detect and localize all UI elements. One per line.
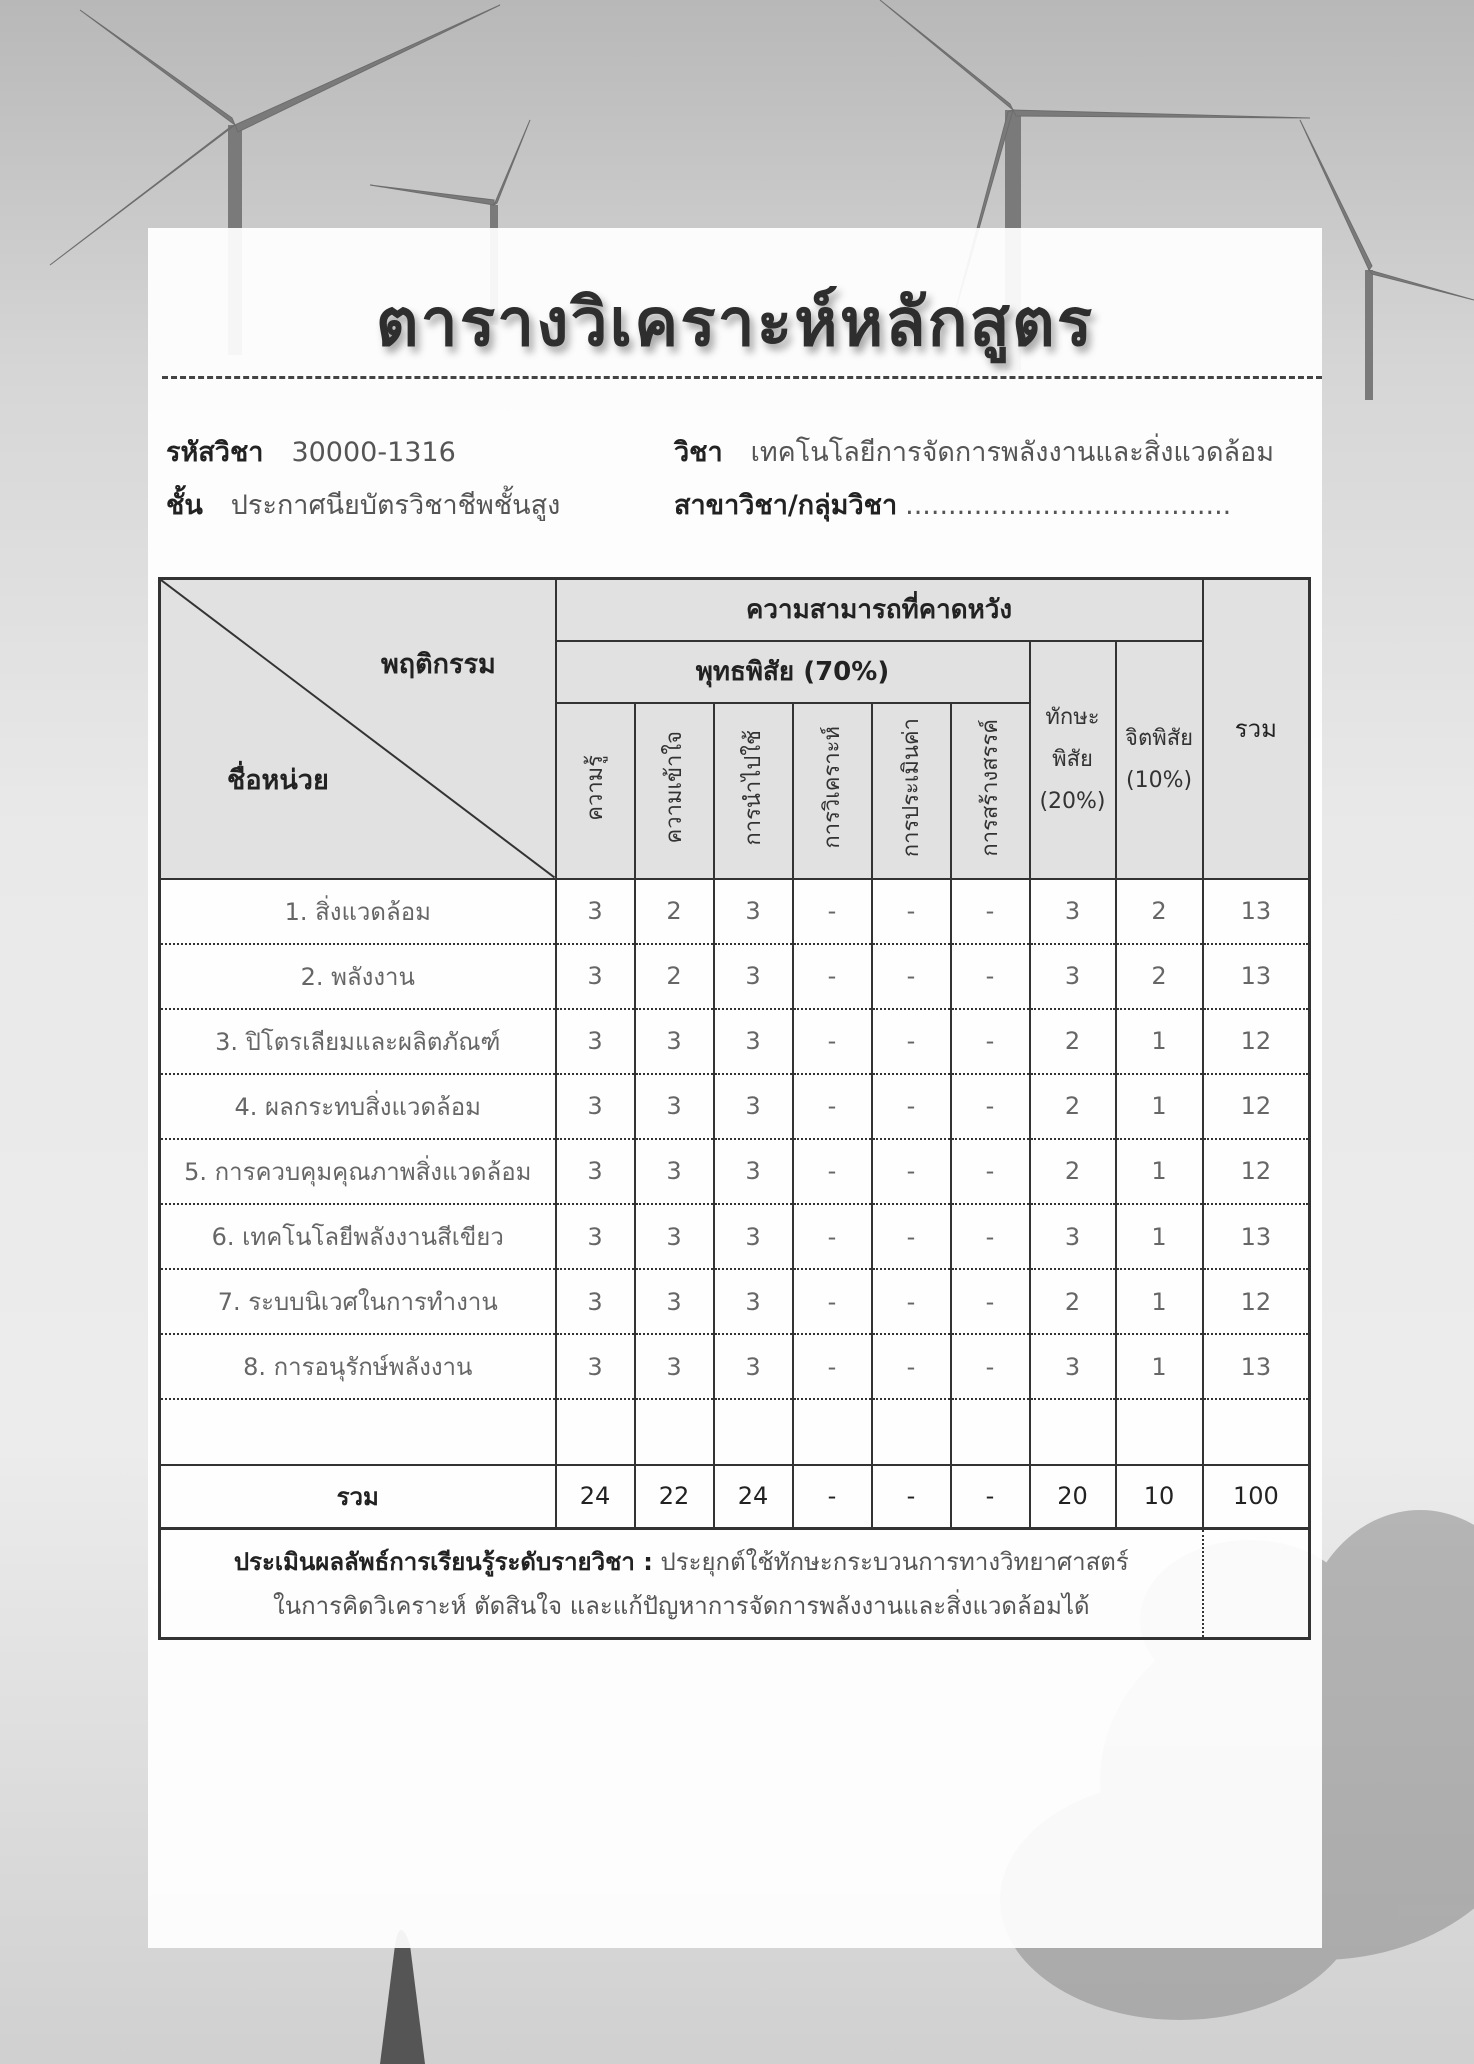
score-cell: 3 [714,1204,793,1269]
table-row [160,1074,1310,1139]
assessment-text-line2: ในการคิดวิเคราะห์ ตัดสินใจ และแก้ปัญหาการจัดการพลังงานและสิ่งแวดล้อมได้ [272,1591,1090,1620]
score-cell: 1 [1116,1269,1203,1334]
branch-label: สาขาวิชา/กลุ่มวิชา [674,490,898,521]
score-cell: 3 [714,944,793,1009]
score-cell: 1 [1116,1139,1203,1204]
score-cell: - [951,1074,1030,1139]
total-cell: 24 [556,1465,635,1529]
score-cell: 3 [714,1334,793,1399]
score-cell: 3 [556,1009,635,1074]
cognitive-domain-header: พุทธพิสัย (70%) [556,641,1030,703]
score-cell [951,1399,1030,1464]
curriculum-analysis-table [158,577,1311,1640]
col-comprehension: ความเข้าใจ [635,703,714,879]
course-code-value: 30000-1316 [291,437,456,468]
total-cell: 100 [1203,1465,1310,1529]
total-cell: - [872,1465,951,1529]
total-cell: 24 [714,1465,793,1529]
col-creation: การสร้างสรรค์ [951,703,1030,879]
score-cell: 3 [1030,1204,1116,1269]
unit-name-cell: 6. เทคโนโลยีพลังงานสีเขียว [160,1204,556,1269]
table-row [160,1399,1310,1464]
score-cell: 3 [1030,879,1116,944]
score-cell: - [951,1204,1030,1269]
score-cell: - [793,879,872,944]
score-cell: 3 [635,1204,714,1269]
col-evaluation: การประเมินค่า [872,703,951,879]
score-cell: 3 [556,1204,635,1269]
col-knowledge: ความรู้ [556,703,635,879]
table-row [160,1204,1310,1269]
score-cell: 3 [635,1334,714,1399]
psychomotor-line1: ทักษะ [1045,704,1100,730]
affective-line2: (10%) [1126,767,1193,793]
affective-line1: จิตพิสัย [1125,725,1194,751]
score-cell [872,1399,951,1464]
dashed-divider [162,376,1322,379]
score-cell: 1 [1116,1009,1203,1074]
score-cell: - [951,944,1030,1009]
score-cell: - [872,944,951,1009]
behavior-header: พฤติกรรม [381,649,496,680]
score-cell: - [872,879,951,944]
score-cell [1030,1399,1116,1464]
score-cell: 2 [1030,1009,1116,1074]
score-cell: 3 [714,1074,793,1139]
score-cell: 2 [1116,879,1203,944]
table-row [160,1009,1310,1074]
psychomotor-header [1030,641,1116,879]
score-cell: - [793,1139,872,1204]
score-cell: 3 [635,1074,714,1139]
score-cell: 2 [1030,1139,1116,1204]
expected-ability-header: ความสามารถที่คาดหวัง [556,579,1203,641]
corner-diagonal-line [161,580,555,878]
score-cell: 3 [556,1269,635,1334]
psychomotor-line3: (20%) [1039,788,1106,814]
learning-outcome-assessment [160,1529,1203,1639]
score-cell: 3 [556,1074,635,1139]
score-cell: 2 [635,879,714,944]
page-title: ตารางวิเคราะห์หลักสูตร [375,284,1095,361]
score-cell: 3 [714,1009,793,1074]
unit-name-cell: 2. พลังงาน [160,944,556,1009]
score-cell [1203,1399,1310,1464]
score-cell: - [793,1074,872,1139]
unit-name-cell: 8. การอนุรักษ์พลังงาน [160,1334,556,1399]
unit-name-cell: 4. ผลกระทบสิ่งแวดล้อม [160,1074,556,1139]
score-cell: - [951,1334,1030,1399]
score-cell [635,1399,714,1464]
score-cell: 1 [1116,1204,1203,1269]
score-cell: 13 [1203,1204,1310,1269]
branch-value: ...................................... [905,490,1232,521]
score-cell: 12 [1203,1074,1310,1139]
score-cell: - [872,1074,951,1139]
table-row [160,944,1310,1009]
score-cell [1116,1399,1203,1464]
table-row [160,1269,1310,1334]
affective-header [1116,641,1203,879]
total-cell: - [951,1465,1030,1529]
score-cell: - [872,1009,951,1074]
branch-line [674,483,1231,526]
score-cell: - [872,1204,951,1269]
score-cell: - [951,1009,1030,1074]
score-cell: 2 [1116,944,1203,1009]
score-cell: 3 [556,1334,635,1399]
score-cell: 13 [1203,879,1310,944]
score-cell: 3 [635,1139,714,1204]
score-cell [556,1399,635,1464]
col-application: การนำไปใช้ [714,703,793,879]
assessment-label: ประเมินผลลัพธ์การเรียนรู้ระดับรายวิชา : [233,1547,653,1576]
assessment-text-line1: ประยุกต์ใช้ทักษะกระบวนการทางวิทยาศาสตร์ [660,1547,1129,1576]
course-code-line [166,430,456,473]
total-column-header: รวม [1203,579,1310,879]
total-label-cell: รวม [160,1465,556,1529]
score-cell: 3 [556,944,635,1009]
score-cell: - [872,1334,951,1399]
unit-name-cell [160,1399,556,1464]
score-cell: 12 [1203,1269,1310,1334]
score-cell: - [793,1269,872,1334]
table-corner-header [160,579,556,879]
unit-name-cell: 7. ระบบนิเวศในการทำงาน [160,1269,556,1334]
table-body [160,879,1310,1465]
score-cell: 12 [1203,1139,1310,1204]
unit-name-cell: 1. สิ่งแวดล้อม [160,879,556,944]
score-cell: 2 [1030,1074,1116,1139]
col-analysis: การวิเคราะห์ [793,703,872,879]
score-cell: 3 [635,1009,714,1074]
subject-line [674,430,1274,473]
score-cell: 3 [714,1269,793,1334]
score-cell: - [872,1269,951,1334]
score-cell: 1 [1116,1074,1203,1139]
total-cell: 20 [1030,1465,1116,1529]
total-cell: 10 [1116,1465,1203,1529]
score-cell: - [793,1009,872,1074]
unit-name-cell: 5. การควบคุมคุณภาพสิ่งแวดล้อม [160,1139,556,1204]
score-cell: 1 [1116,1334,1203,1399]
score-cell: - [793,1204,872,1269]
total-cell: - [793,1465,872,1529]
table-row [160,1139,1310,1204]
total-cell: 22 [635,1465,714,1529]
score-cell: 13 [1203,944,1310,1009]
score-cell: 3 [714,879,793,944]
assessment-empty-cell [1203,1529,1310,1639]
score-cell: 3 [1030,1334,1116,1399]
score-cell: - [793,944,872,1009]
subject-value: เทคโนโลยีการจัดการพลังงานและสิ่งแวดล้อม [750,437,1275,468]
score-cell: 12 [1203,1009,1310,1074]
level-line [166,483,560,526]
level-value: ประกาศนียบัตรวิชาชีพชั้นสูง [230,490,561,521]
table-row [160,1334,1310,1399]
level-label: ชั้น [166,490,203,521]
score-cell: 3 [1030,944,1116,1009]
score-cell: 3 [556,879,635,944]
score-cell: - [951,879,1030,944]
score-cell [793,1399,872,1464]
subject-label: วิชา [674,437,723,468]
score-cell [714,1399,793,1464]
score-cell: - [872,1139,951,1204]
score-cell: 3 [714,1139,793,1204]
score-cell: - [951,1269,1030,1334]
unit-name-cell: 3. ปิโตรเลียมและผลิตภัณฑ์ [160,1009,556,1074]
score-cell: - [951,1139,1030,1204]
unit-name-header: ชื่อหน่วย [227,765,329,796]
score-cell: 3 [556,1139,635,1204]
course-code-label: รหัสวิชา [166,437,264,468]
score-cell: 13 [1203,1334,1310,1399]
psychomotor-line2: พิสัย [1052,746,1093,772]
score-cell: 2 [635,944,714,1009]
score-cell: 2 [1030,1269,1116,1334]
score-cell: 3 [635,1269,714,1334]
table-row [160,879,1310,944]
score-cell: - [793,1334,872,1399]
total-row [160,1465,1310,1529]
